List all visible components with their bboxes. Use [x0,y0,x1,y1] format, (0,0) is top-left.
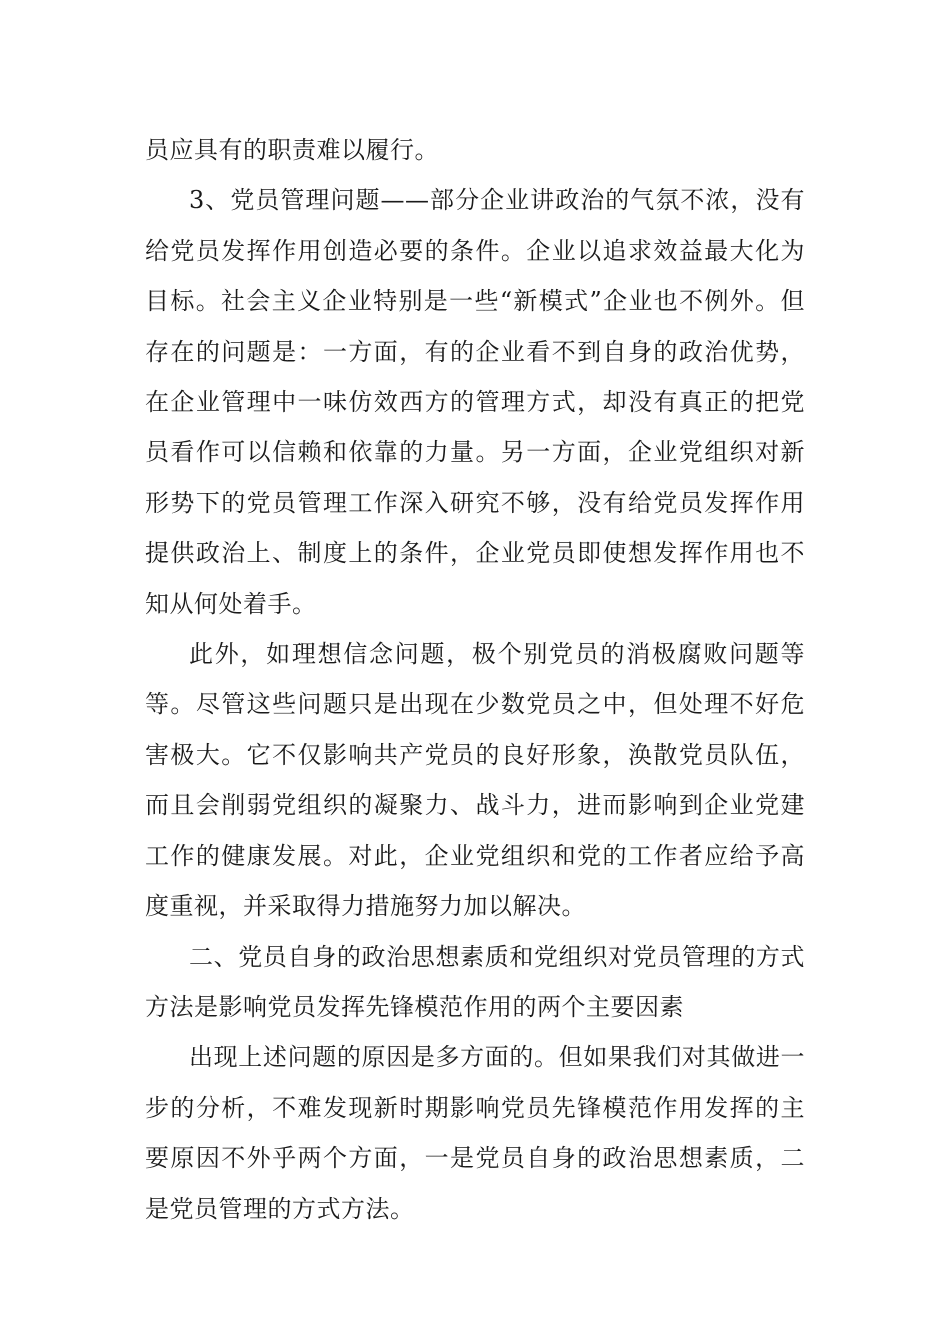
paragraph-party-member-management: 3、党员管理问题——部分企业讲政治的气氛不浓，没有给党员发挥作用创造必要的条件。企业以追求效益最大化为目标。社会主义企业特别是一些“新模式”企业也不例外。但存在的问题是：一方面，有的企业看不到自身的政治优势，在企业管理中一味仿效西方的管理方式，却没有真正的把党员看作可以信赖和依靠的力量。另一方面，企业党组织对新形势下的党员管理工作深入研究不够，没有给党员发挥作用提供政治上、制度上的条件，企业党员即使想发挥作用也不知从何处着手。 [145,186,805,618]
paragraph-causes-analysis: 出现上述问题的原因是多方面的。但如果我们对其做进一步的分析，不难发现新时期影响党员先锋模范作用发挥的主要原因不外乎两个方面，一是党员自身的政治思想素质，二是党员管理的方式方法。 [145,1043,805,1223]
document-body [145,125,805,1234]
paragraph-continuation: 员应具有的职责难以履行。 [145,136,439,164]
section-heading-two: 二、党员自身的政治思想素质和党组织对党员管理的方式方法是影响党员发挥先锋模范作用的两个主要因素 [145,942,805,1021]
paragraph-other-issues: 此外，如理想信念问题，极个别党员的消极腐败问题等等。尽管这些问题只是出现在少数党员之中，但处理不好危害极大。它不仅影响共产党员的良好形象，涣散党员队伍，而且会削弱党组织的凝聚力、战斗力，进而影响到企业党建工作的健康发展。对此，企业党组织和党的工作者应给予高度重视，并采取得力措施努力加以解决。 [145,640,805,921]
